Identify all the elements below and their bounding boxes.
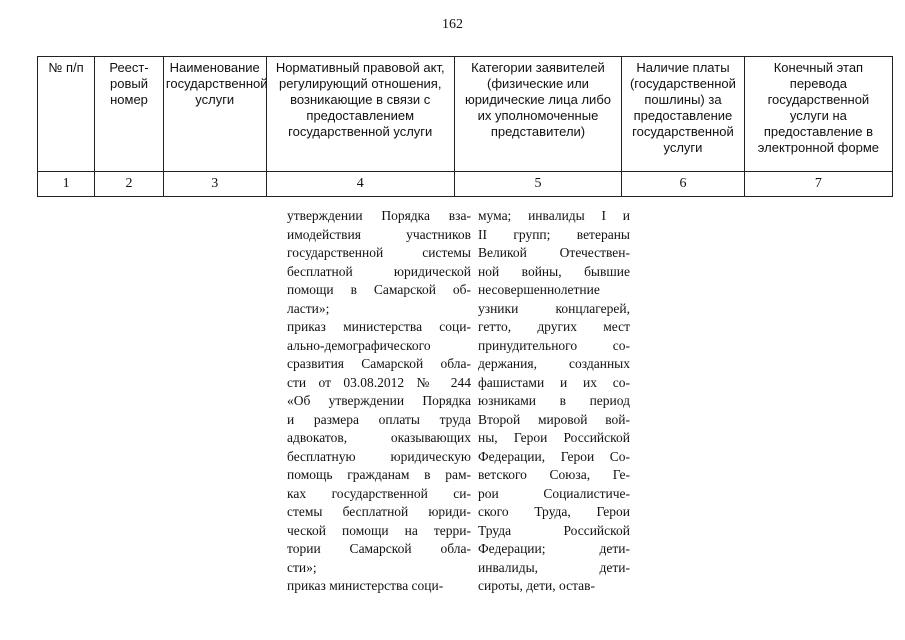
applicant-category-text-line: принудительного со-: [478, 337, 630, 353]
legal-act-text-line: бесплатную юридическую: [287, 448, 471, 464]
legal-act-text-line: «Об утверждении Порядка: [287, 393, 471, 408]
applicant-category-text-line: держания, созданных: [478, 356, 630, 371]
applicant-category-text-line: Труда Российской: [478, 522, 630, 538]
column-number: 5: [454, 172, 621, 197]
legal-act-text-line: утверждении Порядка вза-: [287, 208, 471, 223]
legal-act-text-line: тории Самарской обла-: [287, 541, 471, 556]
legal-act-text-line: сразвития Самарской обла-: [287, 356, 471, 371]
header-registry-number: Реест-ровый номер: [95, 57, 164, 172]
applicant-category-text-line: сироты, дети, остав-: [478, 578, 595, 593]
page-number: 162: [442, 17, 463, 32]
applicant-category-text-line: мума; инвалиды I и: [478, 208, 630, 223]
applicant-category-text-line: Федерации, Герои Со-: [478, 448, 630, 464]
column-number-row: [38, 172, 893, 197]
header-fee: Наличие платы (государственной пошлины) за предоставление государственной услуги: [622, 57, 745, 172]
column-number: 7: [744, 172, 892, 197]
applicant-category-text-line: ны, Герои Российской: [478, 430, 630, 445]
applicant-category-text-line: ского Труда, Герои: [478, 504, 630, 519]
applicant-category-text-line: инвалиды, дети-: [478, 559, 630, 575]
applicant-category-text-line: рои Социалистиче-: [478, 485, 630, 501]
legal-act-text-line: ческой помощи на терри-: [287, 522, 471, 538]
registry-table: [37, 56, 893, 197]
header-legal-act: Нормативный правовой акт, регулирующий отношения, возникающие в связи с предоставлением государственной услуги: [266, 57, 454, 172]
applicant-category-text-line: Федерации; дети-: [478, 541, 630, 556]
applicant-category-text-line: Второй мировой вой-: [478, 411, 630, 427]
legal-act-text-line: государственной системы: [287, 245, 471, 260]
applicant-category-text-line: II групп; ветераны: [478, 226, 630, 242]
applicant-category-text-line: несовершеннолетние: [478, 282, 600, 297]
column-number: 3: [163, 172, 266, 197]
header-service-name: Наименование государственной услуги: [163, 57, 266, 172]
applicant-category-text-line: фашистами и их со-: [478, 374, 630, 390]
applicant-category-text-line: юзниками в период: [478, 393, 630, 408]
applicant-category-text-line: ветского Союза, Ге-: [478, 467, 630, 482]
column-number: 4: [266, 172, 454, 197]
legal-act-text-line: ласти»;: [287, 300, 330, 316]
legal-act-text-line: стемы бесплатной юриди-: [287, 504, 471, 519]
column-number: 2: [95, 172, 164, 197]
applicant-categories-continuation: [478, 207, 630, 596]
column-number: 6: [622, 172, 745, 197]
legal-act-text-line: приказ министерства соци-: [287, 319, 471, 334]
header-applicant-categories: Категории заявителей (физические или юридические лица либо их уполномоченные представители): [454, 57, 621, 172]
legal-act-text-line: помощь гражданам в рам-: [287, 467, 471, 482]
legal-act-text-line: бесплатной юридической: [287, 263, 471, 279]
legal-act-text-line: сти от 03.08.2012 № 244: [287, 374, 471, 390]
header-number: № п/п: [38, 57, 95, 172]
header-final-stage: Конечный этап перевода государственной услуги на предоставление в электронной форме: [744, 57, 892, 172]
applicant-category-text-line: Великой Отечествен-: [478, 245, 630, 260]
legal-act-text-line: приказ министерства соци-: [287, 578, 444, 593]
applicant-category-text-line: узники концлагерей,: [478, 300, 630, 316]
legal-act-text-line: ально-демографического: [287, 337, 431, 353]
legal-act-text-line: имодействия участников: [287, 226, 471, 242]
applicant-category-text-line: гетто, других мест: [478, 319, 630, 334]
legal-act-text-line: ках государственной си-: [287, 485, 471, 501]
legal-act-text-line: адвокатов, оказывающих: [287, 430, 471, 445]
legal-act-text-line: сти»;: [287, 559, 317, 575]
legal-act-continuation: [287, 207, 471, 596]
header-row: [38, 57, 893, 172]
applicant-category-text-line: ной войны, бывшие: [478, 263, 630, 279]
legal-act-text-line: помощи в Самарской об-: [287, 282, 471, 297]
column-number: 1: [38, 172, 95, 197]
legal-act-text-line: и размера оплаты труда: [287, 411, 471, 427]
